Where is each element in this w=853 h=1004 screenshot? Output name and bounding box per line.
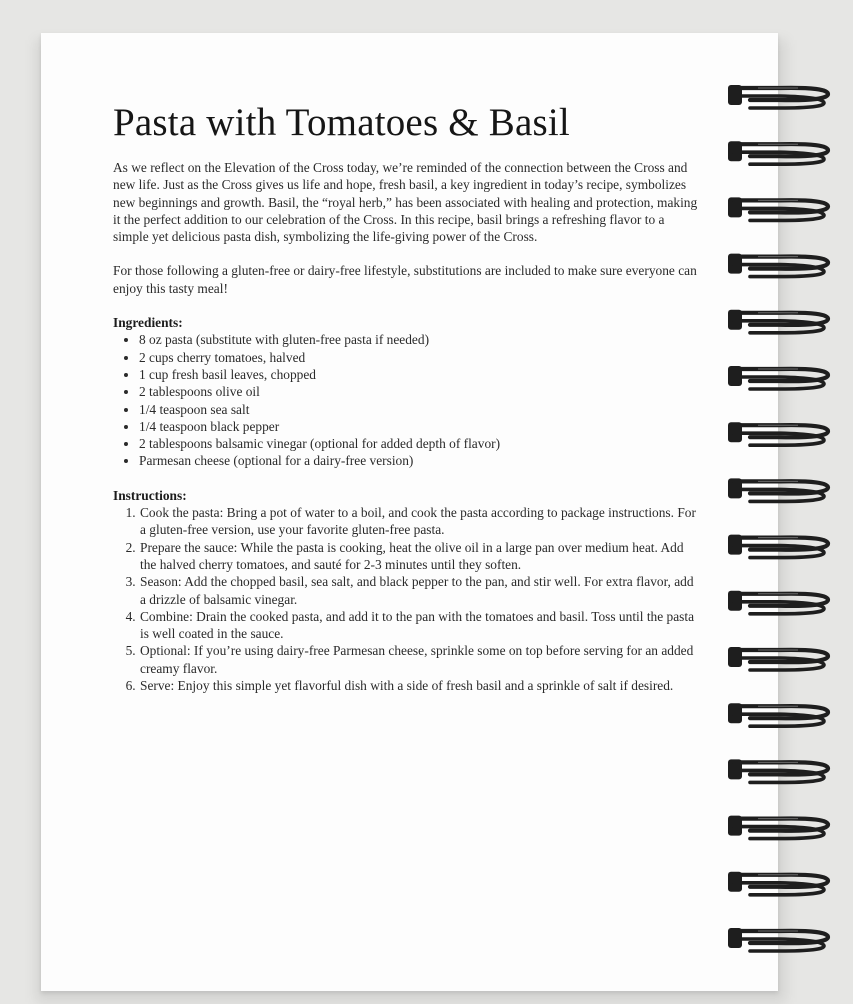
binding-ring [728, 647, 828, 670]
instruction-step: 6. Serve: Enjoy this simple yet flavorful dish with a side of fresh basil and a sprinkle of salt if desired. [139, 677, 699, 694]
binding-ring [728, 535, 828, 558]
instructions-heading: Instructions: [113, 487, 187, 503]
instruction-step: 3. Season: Add the chopped basil, sea salt, and black pepper to the pan, and stir well. For extra flavor, add a drizzle of balsamic vinegar. [139, 573, 699, 608]
binding-ring [728, 310, 828, 333]
binding-ring [728, 141, 828, 164]
recipe-title: Pasta with Tomatoes & Basil [113, 101, 570, 144]
ingredient-item: • 2 tablespoons olive oil [139, 383, 699, 400]
binding-ring [728, 422, 828, 445]
binding-ring [728, 591, 828, 614]
spiral-binding [728, 80, 838, 960]
instruction-step: 4. Combine: Drain the cooked pasta, and add it to the pan with the tomatoes and basil. Toss until the pasta is well coated in the sauce. [139, 608, 699, 643]
ingredient-item: • 2 cups cherry tomatoes, halved [139, 349, 699, 366]
binding-ring [728, 759, 828, 782]
binding-ring [728, 816, 828, 839]
ingredient-item: • 2 tablespoons balsamic vinegar (optional for added depth of flavor) [139, 435, 699, 452]
recipe-content [113, 99, 699, 711]
binding-ring [728, 703, 828, 726]
binding-ring [728, 872, 828, 895]
notebook-page [41, 33, 778, 991]
instruction-step: 2. Prepare the sauce: While the pasta is cooking, heat the olive oil in a large pan over medium heat. Add the halved cherry tomatoes, and sauté for 2-3 minutes until they soften. [139, 539, 699, 574]
binding-ring [728, 254, 828, 277]
instruction-step: 5. Optional: If you’re using dairy-free Parmesan cheese, sprinkle some on top before serving for an added creamy flavor. [139, 642, 699, 677]
binding-ring [728, 85, 828, 108]
ingredients-list [113, 331, 699, 469]
ingredient-item: • 1 cup fresh basil leaves, chopped [139, 366, 699, 383]
substitution-note: For those following a gluten-free or dairy-free lifestyle, substitutions are included to make sure everyone can enjoy this tasty meal! [113, 263, 697, 296]
ingredient-item: • 1/4 teaspoon black pepper [139, 418, 699, 435]
instructions-list [113, 504, 699, 694]
instruction-step: 1. Cook the pasta: Bring a pot of water to a boil, and cook the pasta according to package instructions. For a gluten-free version, use your favorite gluten-free pasta. [139, 504, 699, 539]
binding-ring [728, 478, 828, 501]
binding-ring [728, 197, 828, 220]
binding-ring [728, 928, 828, 951]
binding-ring [728, 366, 828, 389]
ingredient-item: • 1/4 teaspoon sea salt [139, 401, 699, 418]
ingredient-item: • 8 oz pasta (substitute with gluten-free pasta if needed) [139, 331, 699, 348]
ingredients-heading: Ingredients: [113, 315, 183, 331]
ingredient-item: • Parmesan cheese (optional for a dairy-free version) [139, 452, 699, 469]
intro-paragraph: As we reflect on the Elevation of the Cross today, we’re reminded of the connection between the Cross and new life. Just as the Cross gives us life and hope, fresh basil, a key ingredient in today’s recipe, symbolizes new beginnings and growth. Basil, the “royal herb,” has been associated with healing and protection, making it the perfect addition to our celebration of the Cross. In this recipe, basil brings a refreshing flavor to a simple yet delicious pasta dish, symbolizing the life-giving power of the Cross. [113, 160, 698, 245]
